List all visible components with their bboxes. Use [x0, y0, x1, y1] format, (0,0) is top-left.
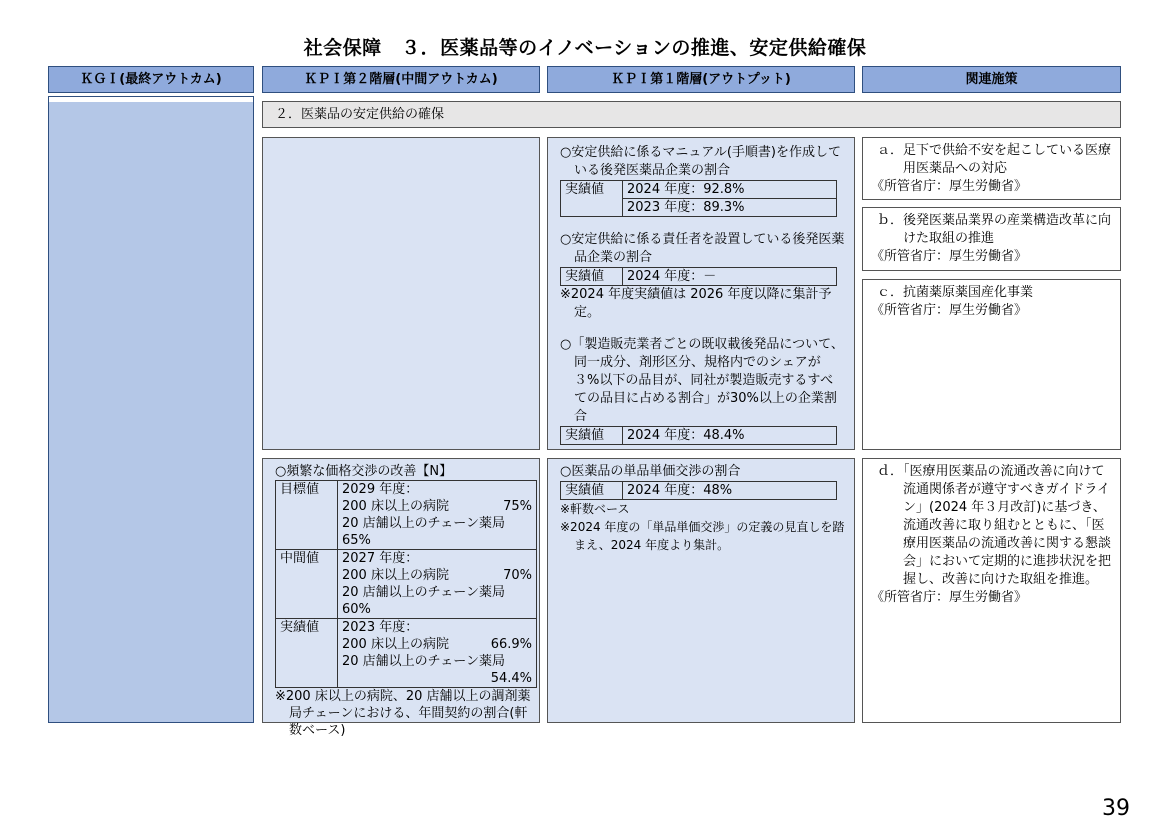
kpi1-item-manual: ○安定供給に係るマニュアル(手順書)を作成している後発医薬品企業の割合 [560, 145, 841, 178]
mid-pharmacy: 20 店舗以上のチェーン薬局 60% [342, 585, 506, 617]
page-title: 社会保障 ３．医薬品等のイノベーションの推進、安定供給確保 [303, 37, 867, 59]
header-kpi2: ＫＰＩ第２階層(中間アウトカム) [262, 66, 540, 93]
policy-c-ministry: 《所管省庁：厚生労働省》 [871, 303, 1028, 318]
kgi-column [48, 96, 254, 723]
page-number: 39 [1102, 796, 1130, 821]
actual-pharmacy: 20 店舗以上のチェーン薬局 [342, 654, 506, 669]
value-2023: 2023 年度：89.3% [623, 199, 837, 217]
value-2024: 2024 年度：92.8% [623, 181, 837, 199]
kpi1-note-1: ※軒数ベース [560, 502, 630, 516]
kpi1-item-responsible: ○安定供給に係る責任者を設置している後発医薬品企業の割合 [560, 232, 845, 265]
value-key: 実績値 [561, 482, 623, 500]
value-key: 実績値 [561, 427, 623, 445]
target-hospital-value: 75% [503, 499, 532, 514]
kpi1-responsible-values [560, 267, 837, 286]
policy-a-text: ａ．足下で供給不安を起こしている医療用医薬品への対応 [877, 143, 1112, 176]
actual-hospital-value: 66.9% [490, 637, 532, 652]
policy-d-ministry: 《所管省庁：厚生労働省》 [871, 590, 1028, 605]
actual-key: 実績値 [276, 619, 338, 688]
mid-hospital: 200 床以上の病院 [342, 568, 449, 583]
value-2024: 2024 年度：－ [623, 268, 837, 286]
actual-year: 2023 年度： [342, 620, 419, 635]
kpi2-note: ※200 床以上の病院、20 店舗以上の調剤薬局チェーンにおける、年間契約の割合(軒数ベース) [275, 689, 531, 738]
target-pharmacy: 20 店舗以上のチェーン薬局 65% [342, 516, 506, 548]
policy-d [862, 458, 1121, 723]
kpi1-manual-values [560, 180, 837, 217]
value-2024: 2024 年度：48.4% [623, 427, 837, 445]
section-title: ２．医薬品の安定供給の確保 [262, 101, 1121, 128]
policy-b [862, 207, 1121, 271]
policy-a-ministry: 《所管省庁：厚生労働省》 [871, 179, 1028, 194]
target-key: 目標値 [276, 481, 338, 550]
value-2024: 2024 年度：48% [623, 482, 837, 500]
kpi2-lower-cell [262, 458, 540, 738]
policy-c-text: ｃ．抗菌薬原薬国産化事業 [877, 285, 1034, 300]
kpi1-item-single-price: ○医薬品の単品単価交渉の割合 [560, 464, 741, 479]
kpi2-upper-cell [262, 137, 540, 450]
mid-year: 2027 年度： [342, 551, 419, 566]
policy-c [862, 279, 1121, 450]
value-key: 実績値 [561, 181, 623, 217]
actual-hospital: 200 床以上の病院 [342, 637, 449, 652]
mid-hospital-value: 70% [503, 568, 532, 583]
target-hospital: 200 床以上の病院 [342, 499, 449, 514]
kpi1-responsible-note: ※2024 年度実績値は 2026 年度以降に集計予定。 [560, 287, 832, 320]
kpi2-item-price-negotiation: ○頻繁な価格交渉の改善【N】 [275, 464, 453, 479]
kpi1-share-values [560, 426, 837, 445]
policy-b-text: ｂ．後発医薬品業界の産業構造改革に向けた取組の推進 [877, 213, 1112, 246]
header-policy: 関連施策 [862, 66, 1121, 93]
kpi1-upper-cell [547, 137, 855, 450]
kpi1-single-price-values [560, 481, 837, 500]
policy-b-ministry: 《所管省庁：厚生労働省》 [871, 249, 1028, 264]
policy-a [862, 137, 1121, 200]
target-year: 2029 年度： [342, 482, 419, 497]
header-kpi1: ＫＰＩ第１階層(アウトプット) [547, 66, 855, 93]
value-key: 実績値 [561, 268, 623, 286]
actual-pharmacy-value: 54.4% [490, 671, 532, 686]
kpi1-lower-cell [547, 458, 855, 723]
policy-d-text: ｄ．「医療用医薬品の流通改善に向けて流通関係者が遵守すべきガイドライン」(2024 年３月改訂)に基づき、流通改善に取り組むとともに、「医療用医薬品の流通改善に関する懇談会」において定期的に進捗状況を把握し、改善に向けた取組を推進。 [877, 464, 1112, 587]
kpi1-item-share: ○「製造販売業者ごとの既収載後発品について、同一成分、剤形区分、規格内でのシェアが３%以下の品目が、同社が製造販売するすべての品目に占める割合」が30%以上の企業割合 [560, 337, 844, 424]
mid-key: 中間値 [276, 550, 338, 619]
header-kgi: ＫＧＩ(最終アウトカム) [48, 66, 254, 93]
kpi1-note-2: ※2024 年度の「単品単価交渉」の定義の見直しを踏まえ、2024 年度より集計。 [560, 520, 845, 552]
kpi2-values-table [275, 480, 537, 688]
